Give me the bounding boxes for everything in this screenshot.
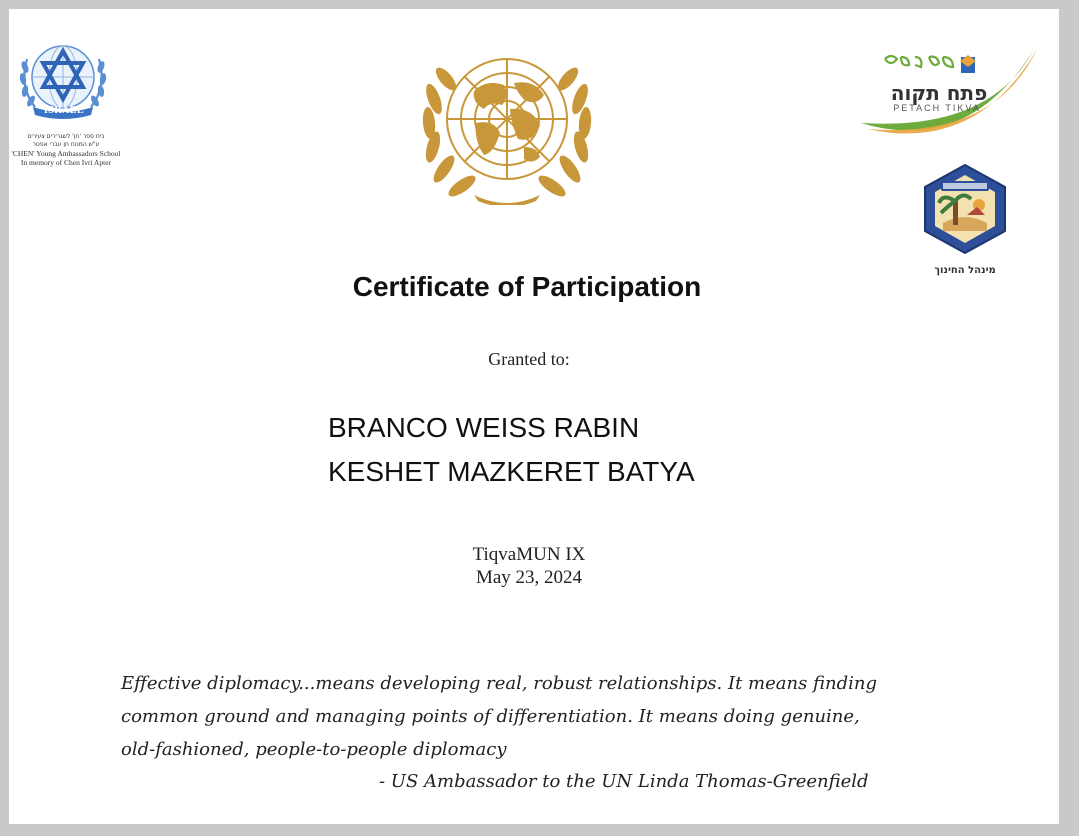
certificate-page [9, 9, 1059, 824]
event-date: May 23, 2024 [475, 567, 583, 588]
recipient-line-1: BRANCO WEISS RABIN [328, 412, 640, 443]
quote-line-2: common ground and managing points of differentiation. It means doing genuine, [121, 706, 860, 727]
petach-tikva-english-name: PETACH TIKVA [893, 103, 981, 113]
chen-english-line-1: 'CHEN' Young Ambassadors School [11, 149, 121, 158]
petach-tikva-hebrew-name: פתח תקוה [890, 81, 988, 105]
chen-school-logo [9, 37, 139, 177]
event-name: TiqvaMUN IX [472, 544, 586, 565]
emblem-text: ISRAEL [43, 105, 85, 116]
certificate-title: Certificate of Participation [352, 271, 702, 302]
united-nations-emblem-icon [414, 43, 600, 205]
chen-hebrew-line-2: ע"ש המנוח חן עברי אפטר [32, 141, 100, 148]
quote-attribution: - US Ambassador to the UN Linda Thomas-Greenfield [379, 771, 869, 792]
chen-hebrew-line-1: בית ספר 'חן' לשגרירים צעירים [27, 133, 105, 140]
quote-line-3: old-fashioned, people-to-people diplomacy [121, 739, 507, 760]
education-department-caption: מינהל החינוך [934, 265, 996, 276]
petach-tikva-city-crest-icon [919, 163, 1011, 255]
quote-line-1: Effective diplomacy...means developing real, robust relationships. It means finding [121, 673, 878, 694]
granted-to-label: Granted to: [488, 349, 570, 369]
recipient-line-2: KESHET MAZKERET BATYA [328, 456, 695, 487]
chen-english-line-2: In memory of Chen Ivri Apter [20, 158, 112, 167]
petach-tikva-logo [857, 43, 1039, 135]
